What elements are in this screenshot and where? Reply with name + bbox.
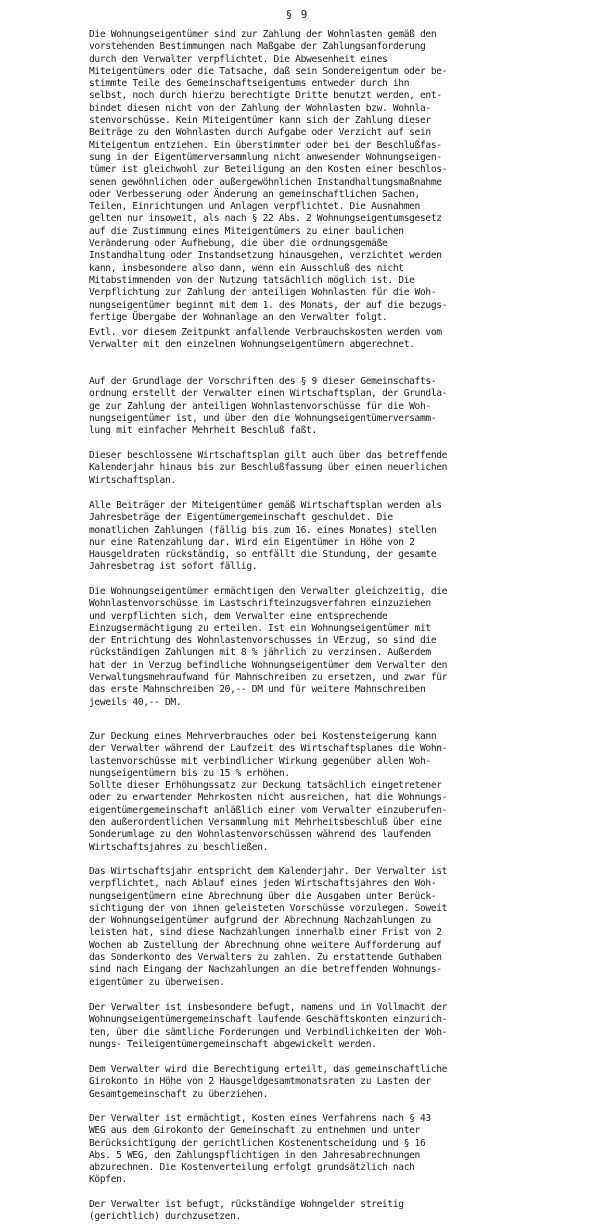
text-line: Kalenderjahr hinaus bis zur Beschlußfassung über einen neuerlichen: [89, 462, 448, 474]
text-line: Gesamtgemeinschaft zu überziehen.: [89, 1088, 269, 1100]
paragraph-legal-costs: [89, 1113, 589, 1187]
text-line: Wirtschaftsplan.: [89, 474, 176, 486]
text-line: nungseigentümer ist, und über den die Wohnungseigentümerversamm-: [89, 412, 437, 424]
text-line: ge zur Zahlung der anteiligen Wohnlastenvorschüsse für die Woh-: [89, 400, 431, 412]
text-line: selbst, noch durch hierzu berechtigte Dritte benutzt werden, ent-: [89, 90, 442, 102]
text-line: sichtigung der von ihnen geleisteten Vorschüsse vorzulegen. Soweit: [89, 902, 448, 914]
text-line: kann, insbesondere also dann, wenn ein Ausschluß des nicht: [89, 262, 404, 274]
paragraph-cost-increase: [89, 731, 589, 854]
text-line: der Wohnungseigentümer aufgrund der Abrechnung Nachzahlungen zu: [89, 915, 431, 927]
text-line: Jahresbetrag ist sofort fällig.: [89, 561, 258, 573]
text-line: monatlichen Zahlungen (fällig bis zum 16. eines Monates) stellen: [89, 524, 437, 536]
text-line: Dem Verwalter wird die Berechtigung erteilt, das gemeinschaftliche: [89, 1064, 448, 1075]
text-line: Berücksichtigung der gerichtlichen Kostenentscheidung und § 16: [89, 1137, 426, 1149]
paragraph-payment-obligation: [89, 29, 589, 324]
text-line: nungseigentümern bis zu 15 % erhöhen.: [89, 767, 290, 779]
text-line: Der Verwalter ist insbesondere befugt, namens und in Vollmacht der: [89, 1002, 448, 1013]
text-line: Die Wohnungseigentümer ermächtigen den Verwalter gleichzeitig, die: [89, 586, 448, 597]
text-line: Die Wohnungseigentümer sind zur Zahlung der Wohnlasten gemäß den: [89, 29, 437, 40]
text-line: sung in der Eigentümerversammlung nicht anwesender Wohnungseigen-: [89, 151, 442, 163]
text-line: durch den Verwalter verpflichtet. Die Abwesenheit eines: [89, 53, 388, 65]
text-line: Miteigentum entziehen. Ein überstimmter oder bei der Beschlußfas-: [89, 139, 442, 151]
text-line: leisten hat, sind diese Nachzahlungen innerhalb einer Frist von 2: [89, 927, 442, 939]
text-line: Verwaltungsmehraufwand für Mahnschreiben zu ersetzen, und zwar für: [89, 672, 448, 684]
paragraph-business-plan: [89, 376, 589, 437]
text-line: Girokonto in Höhe von 2 Hausgeldgesamtmonatsraten zu Lasten der: [89, 1076, 431, 1088]
text-line: lung mit einfacher Mehrheit Beschluß faßt.: [89, 425, 317, 437]
paragraph-overdraft: [89, 1064, 589, 1101]
text-line: Mitabstimmenden von der Nutzung tatsächlich möglich ist. Die: [89, 274, 415, 286]
paragraph-enforcement: [89, 1199, 589, 1224]
text-line: Das Wirtschaftsjahr entspricht dem Kalenderjahr. Der Verwalter ist: [89, 866, 448, 877]
text-line: Sonderumlage zu den Wohnlastenvorschüssen während des laufenden: [89, 829, 431, 841]
text-line: oder zu erwartender Mehrkosten nicht ausreichen, hat die Wohnungs-: [89, 792, 448, 804]
text-line: (gerichtlich) durchzusetzen.: [89, 1211, 241, 1223]
text-line: Wochen ab Zustellung der Abrechnung ohne weitere Aufforderung auf: [89, 939, 442, 951]
text-line: Wohnungseigentümergemeinschaft laufende Geschäftskonten einzurich-: [89, 1014, 448, 1026]
text-line: Wohnlastenvorschüsse im Lastschrifteinzugsverfahren einzuziehen: [89, 598, 431, 610]
text-line: Teilen, Einrichtungen und Anlagen verpflichtet. Die Ausnahmen: [89, 201, 420, 213]
text-line: eigentümergemeinschaft anläßlich einer vom Verwalter einzuberufen-: [89, 804, 448, 816]
text-line: Instandhaltung oder Instandsetzung hinausgehen, verzichtet werden: [89, 250, 442, 262]
text-line: auf die Zustimmung eines Miteigentümers zu einer baulichen: [89, 225, 404, 237]
text-line: jeweils 40,-- DM.: [89, 696, 182, 708]
text-line: das Sonderkonto des Verwalters zu zahlen. Zu erstattende Guthaben: [89, 952, 442, 964]
paragraph-annual-contributions: [89, 500, 589, 574]
section-heading: § 9: [285, 8, 309, 21]
text-line: Beiträge zu den Wohnlasten durch Aufgabe oder Verzicht auf sein: [89, 127, 431, 139]
paragraph-consumption-costs: [89, 327, 589, 352]
text-line: oder Verbesserung oder Änderung an gemeinschaftlichen Sachen,: [89, 188, 420, 200]
text-line: stimmte Teile des Gemeinschaftseigentums entweder durch ihn: [89, 78, 410, 90]
text-line: den außerordentlichen Versammlung mit Mehrheitsbeschluß über eine: [89, 817, 442, 829]
text-line: Verpflichtung zur Zahlung der anteiligen Wohnlasten für die Woh-: [89, 287, 437, 299]
text-line: nur eine Ratenzahlung dar. Wird ein Eigentümer in Höhe von 2: [89, 536, 415, 548]
text-line: das erste Mahnschreiben 20,-- DM und für weitere Mahnschreiben: [89, 684, 426, 696]
text-line: Dieser beschlossene Wirtschaftsplan gilt auch über das betreffende: [89, 450, 448, 461]
text-line: eigentümer zu überweisen.: [89, 976, 225, 988]
paragraph-annual-statement: [89, 866, 589, 989]
text-line: nungseigentümer beginnt mit dem 1. des Monats, der auf die bezugs-: [89, 299, 448, 311]
text-line: hat der in Verzug befindliche Wohnungseigentümer dem Verwalter den: [89, 659, 448, 671]
text-line: Sollte dieser Erhöhungssatz zur Deckung tatsächlich eingetretener: [89, 780, 442, 792]
text-line: abzurechnen. Die Kostenverteilung erfolgt grundsätzlich nach: [89, 1162, 415, 1174]
text-line: Wirtschaftsjahres zu beschließen.: [89, 841, 269, 853]
paragraph-plan-validity: [89, 450, 589, 487]
paragraph-direct-debit: [89, 586, 589, 709]
text-line: Hausgeldraten rückständig, so entfällt die Stundung, der gesamte: [89, 549, 437, 561]
text-line: Der Verwalter ist ermächtigt, Kosten eines Verfahrens nach § 43: [89, 1113, 431, 1124]
text-line: nungseigentümern eine Abrechnung über die Ausgaben unter Berück-: [89, 890, 437, 902]
text-line: Einzugsermächtigung zu erteilen. Ist ein Wohnungseigentümer mit: [89, 622, 431, 634]
text-line: nungs- Teileigentümergemeinschaft abgewickelt werden.: [89, 1038, 377, 1050]
text-line: Zur Deckung eines Mehrverbrauches oder bei Kostensteigerung kann: [89, 731, 437, 742]
text-line: bindet diesen nicht von der Zahlung der Wohnlasten bzw. Wohnla-: [89, 102, 431, 114]
text-line: ordnung erstellt der Verwalter einen Wirtschaftsplan, der Grundla-: [89, 388, 448, 400]
text-line: Jahresbeträge der Eigentümergemeinschaft geschuldet. Die: [89, 512, 393, 524]
text-line: Alle Beiträger der Miteigentümer gemäß Wirtschaftsplan werden als: [89, 500, 442, 511]
text-line: WEG aus dem Girokonto der Gemeinschaft zu entnehmen und unter: [89, 1125, 420, 1137]
text-line: tümer ist gleichwohl zur Beteiligung an den Kosten einer beschlos-: [89, 164, 448, 176]
text-line: gelten nur insoweit, als nach § 22 Abs. 2 Wohnungseigentumsgesetz: [89, 213, 442, 225]
text-line: der Entrichtung des Wohnlastenvorschusses in VErzug, so sind die: [89, 635, 437, 647]
text-line: sind nach Eingang der Nachzahlungen an die betreffenden Wohnungs-: [89, 964, 442, 976]
text-line: fertige Übergabe der Wohnanlage an den Verwalter folgt.: [89, 311, 388, 323]
text-line: Evtl. vor diesem Zeitpunkt anfallende Verbrauchskosten werden vom: [89, 327, 442, 338]
text-line: der Verwalter während der Laufzeit des Wirtschaftsplanes die Wohn-: [89, 743, 448, 755]
paragraph-business-accounts: [89, 1002, 589, 1051]
text-line: senen gewöhnlichen oder außergewöhnlichen Instandhaltungsmaßnahme: [89, 176, 442, 188]
text-line: vorstehenden Bestimmungen nach Maßgabe der Zahlungsanforderung: [89, 41, 426, 53]
text-line: verpflichtet, nach Ablauf eines jeden Wirtschaftsjahres den Woh-: [89, 878, 437, 890]
text-line: Miteigentümers oder die Tatsache, daß sein Sondereigentum oder be-: [89, 65, 448, 77]
text-line: stenvorschüsse. Kein Miteigentümer kann sich der Zahlung dieser: [89, 115, 431, 127]
text-line: Auf der Grundlage der Vorschriften des § 9 dieser Gemeinschafts-: [89, 376, 437, 387]
text-line: Der Verwalter ist befugt, rückständige Wohngelder streitig: [89, 1199, 404, 1210]
text-line: Köpfen.: [89, 1174, 127, 1186]
text-line: Veränderung oder Aufhebung, die über die ordnungsgemäße: [89, 238, 388, 250]
text-line: rückständigen Zahlungen mit 8 % jährlich zu verzinsen. Außerdem: [89, 647, 431, 659]
text-line: Verwalter mit den einzelnen Wohnungseigentümern abgerechnet.: [89, 339, 415, 351]
text-line: ten, über die sämtliche Forderungen und Verbindlichkeiten der Woh-: [89, 1026, 448, 1038]
text-line: und verpflichten sich, dem Verwalter eine entsprechende: [89, 610, 388, 622]
text-line: Abs. 5 WEG, den Zahlungspflichtigen in den Jahresabrechnungen: [89, 1149, 420, 1161]
text-line: lastenvorschüsse mit verbindlicher Wirkung gegenüber allen Woh-: [89, 755, 431, 767]
